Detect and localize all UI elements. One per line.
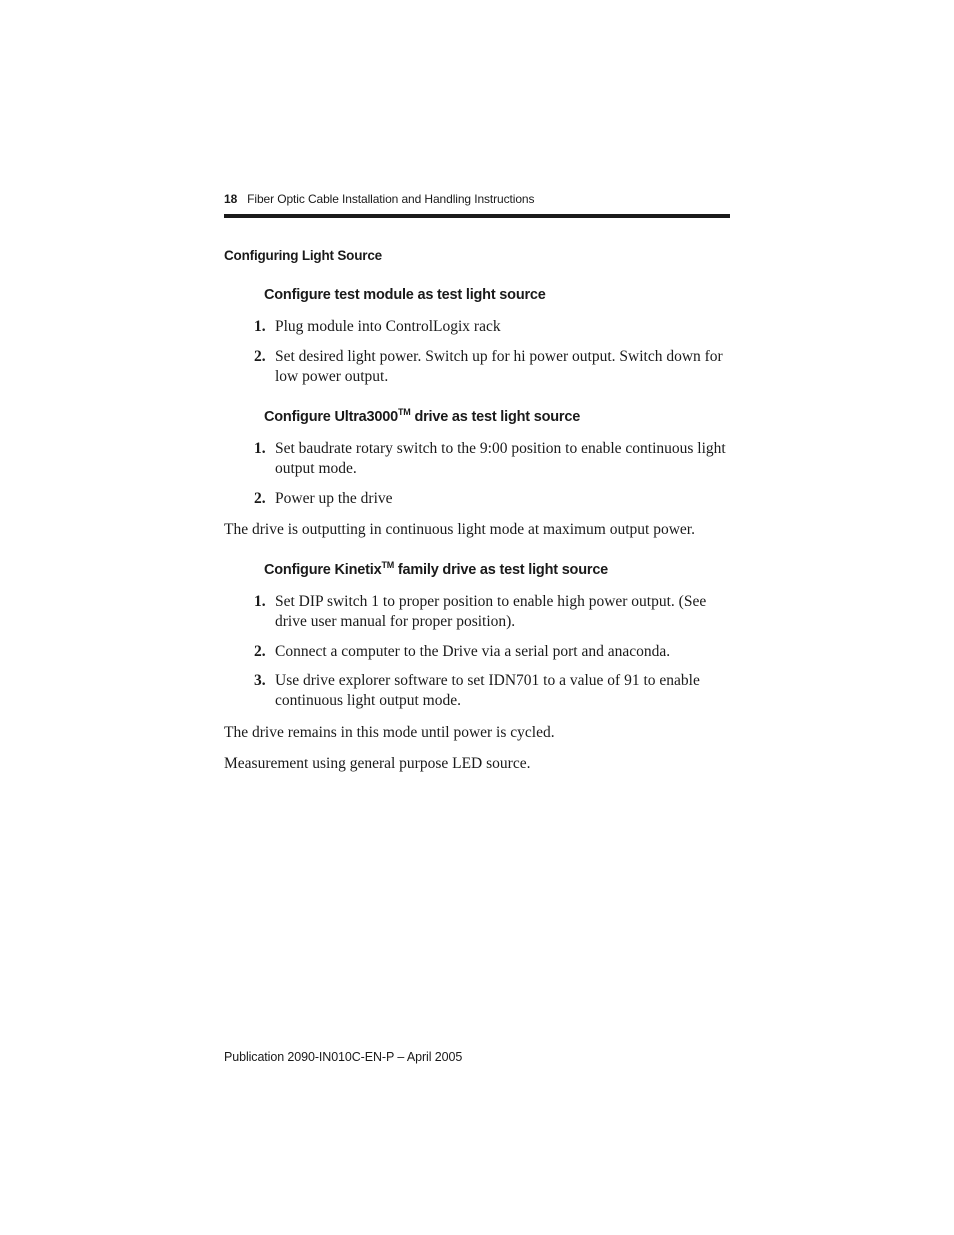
list-text: Set baudrate rotary switch to the 9:00 position to enable continuous light output mode. <box>275 440 726 477</box>
list-number: 1. <box>254 318 266 335</box>
subheading-test-module: Configure test module as test light source <box>264 287 546 303</box>
running-title: Fiber Optic Cable Installation and Handling Instructions <box>247 192 535 206</box>
list-number: 2. <box>254 348 266 365</box>
publication-footer: Publication 2090-IN010C-EN-P – April 2005 <box>224 1050 463 1064</box>
list-item <box>254 642 730 662</box>
list-text: Connect a computer to the Drive via a serial port and anaconda. <box>275 643 671 660</box>
body-paragraph: The drive is outputting in continuous light mode at maximum output power. <box>224 521 695 538</box>
subheading-ultra3000 <box>264 409 580 425</box>
list-item <box>254 489 730 509</box>
subheading-text: Configure Ultra3000 <box>264 409 398 425</box>
subheading-text: family drive as test light source <box>394 562 609 578</box>
list-text: Power up the drive <box>275 490 393 507</box>
list-item <box>254 317 730 337</box>
list-item <box>254 347 730 387</box>
subheading-text: drive as test light source <box>410 409 581 425</box>
list-number: 2. <box>254 490 266 507</box>
list-text: Use drive explorer software to set IDN701 to a value of 91 to enable continuous light output mode. <box>275 672 700 709</box>
list-number: 1. <box>254 593 266 610</box>
subheading-text: Configure Kinetix <box>264 562 382 578</box>
list-number: 3. <box>254 672 266 689</box>
subheading-kinetix <box>264 562 608 578</box>
list-text: Set DIP switch 1 to proper position to enable high power output. (See drive user manual for proper position). <box>275 593 707 630</box>
list-number: 1. <box>254 440 266 457</box>
list-item <box>254 671 730 711</box>
body-paragraph: Measurement using general purpose LED source. <box>224 755 531 772</box>
body-paragraph: The drive remains in this mode until power is cycled. <box>224 724 555 741</box>
trademark-mark: TM <box>398 407 411 417</box>
running-header <box>224 192 730 206</box>
list-text: Set desired light power. Switch up for hi power output. Switch down for low power output. <box>275 348 723 385</box>
list-number: 2. <box>254 643 266 660</box>
section-title: Configuring Light Source <box>224 248 382 263</box>
list-text: Plug module into ControlLogix rack <box>275 318 501 335</box>
list-item <box>254 592 730 632</box>
page-number: 18 <box>224 192 238 206</box>
list-item <box>254 439 730 479</box>
trademark-mark: TM <box>381 560 395 570</box>
header-rule <box>224 214 730 218</box>
